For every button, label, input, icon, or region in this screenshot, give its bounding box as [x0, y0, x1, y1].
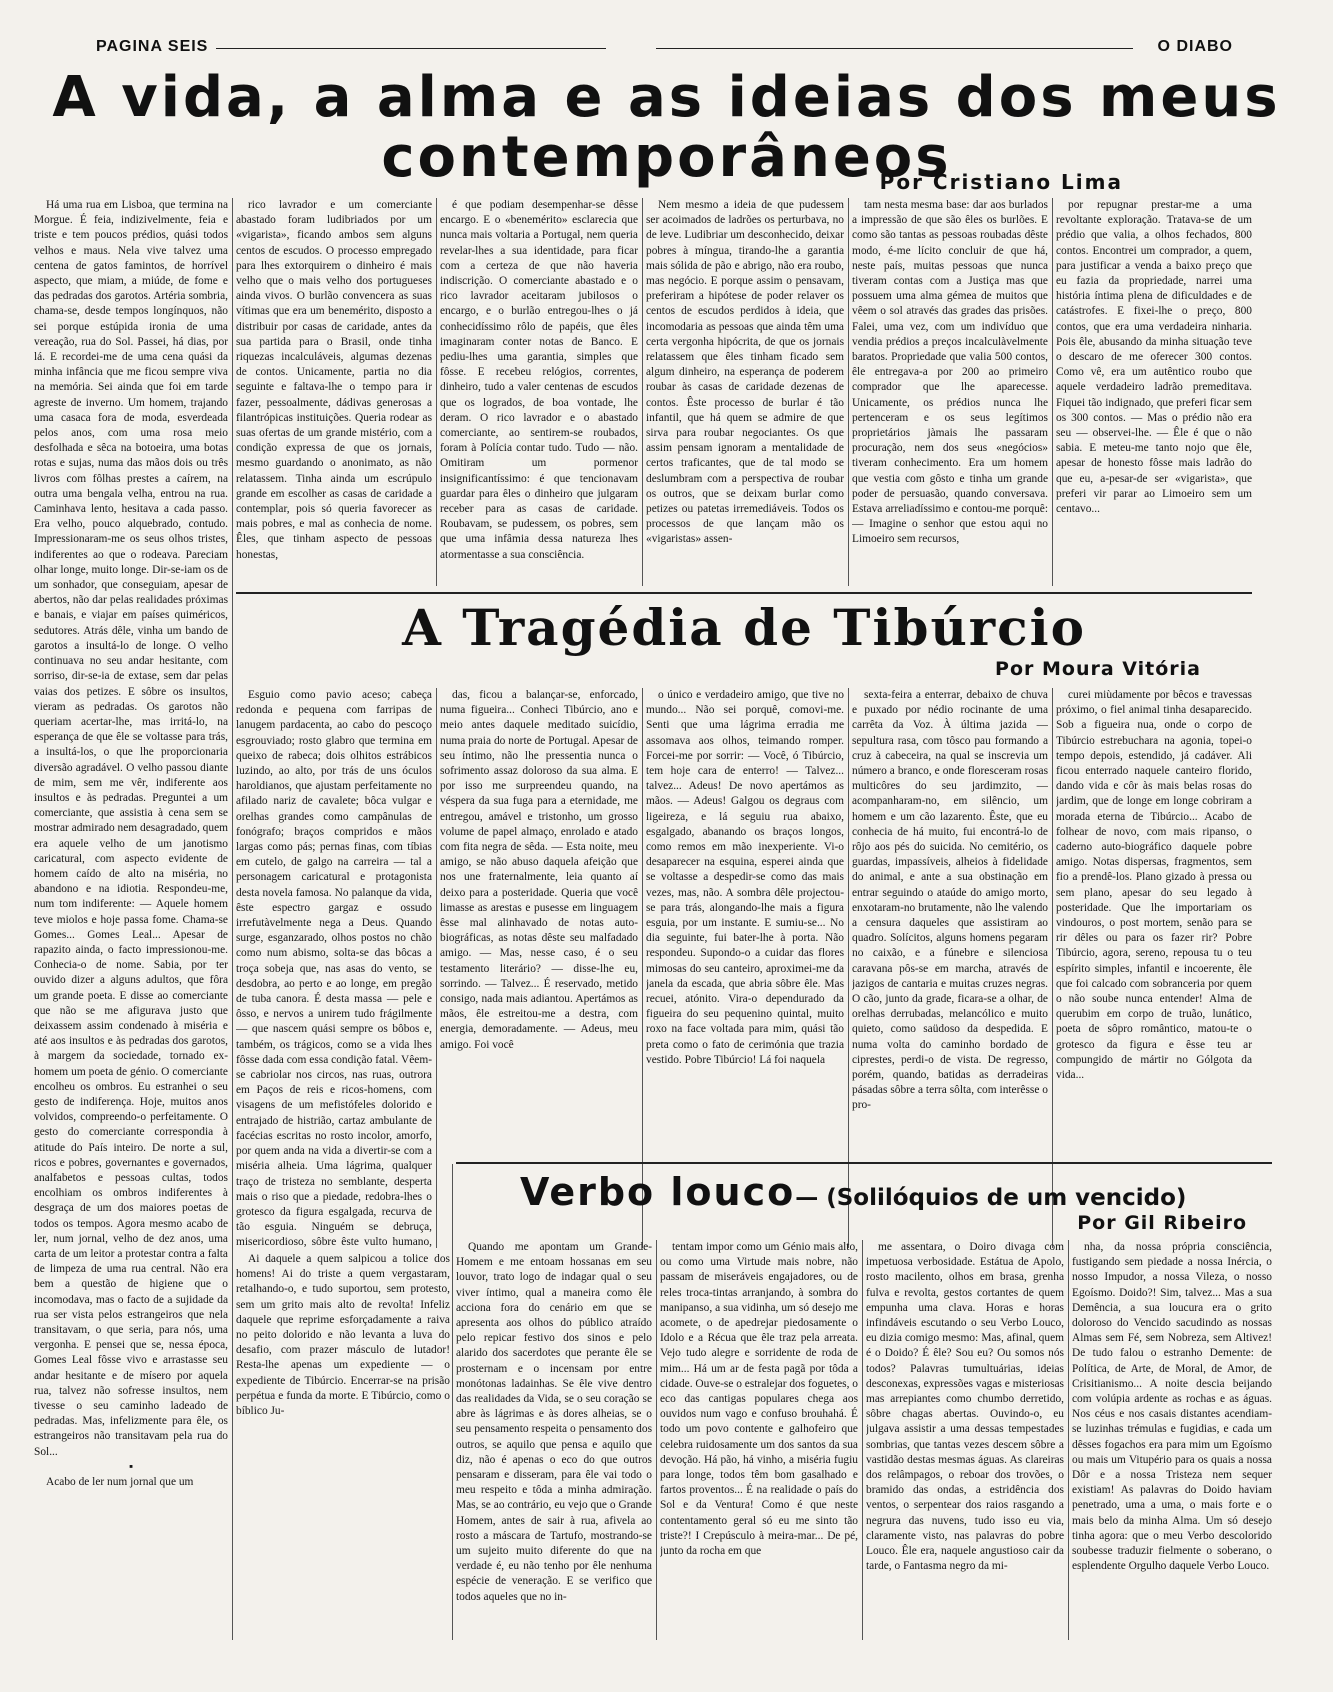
article1-column-4-text: Nem mesmo a ideia de que pudessem ser acoimados de ladrões os perturbava, no de leve. Ludibriar um desconhecido, deixar pobres à míngua, tirando-lhe a garantia mais sólida de pão e abrigo, não era roubo, mas negócio. E porque assim o pensavam, preferiram a hipótese de poder relaver os centos de escudos perdidos à ideia, que incomodaria as pessoas que ainda têm uma certa vergonha hipócrita, de que os jornais relatassem que êles tinham ficado sem algum dinheiro, na esperança de poderem roubar às casas de caridade dezenas de contos. Êste processo de burlar é tão infantil, que há quem se admire de que sirva para roubar negociantes. Os que assim pensam ignoram a mentalidade de certos traficantes, que de tal modo se deslumbram com a perspectiva de roubar os outros, que se deixam burlar como petizes ou patetas irremediáveis. Todos os processos de que lançam mão os «vigaristas» assen- — [646, 199, 844, 546]
section-divider — [236, 592, 1252, 594]
newspaper-name: O DIABO — [1157, 38, 1233, 55]
article1-column-2-text: rico lavrador e um comerciante abastado foram ludibriados por um «vigarista», ficando ambos sem alguns centos de escudos. O processo empregado para lhes extorquirem o dinheiro é mais velho que o mais velho dos portugueses ainda vivos. O burlão convencera as suas vítimas que era um benemérito, disposto a distribuir por casas de caridade, antes da sua partida para o Brasil, onde tinha riquezas incalculáveis, algumas dezenas de contos. Unicamente, partia no dia seguinte e faltava-lhe o tempo para ir fazer, pessoalmente, dádivas generosas a filantrópicas instituições. Queria rodear as suas ofertas de um grande mistério, com a condição expressa de que os jornais, mesmo guardando o anonimato, as não relatassem. Tinha ainda um escrúpulo grande em escolher as casas de caridade a contemplar, pois só queria favorecer as mais pobres, e mal as conhecia de nome. Êles, que tinham aspecto de pessoas honestas, — [236, 199, 432, 561]
article3-column-1-text: Quando me apontam um Grande-Homem e me entoam hossanas em seu louvor, trato logo de indagar qual o seu viver íntimo, qual a maneira como êle acciona fora do cenário em que se apresenta aos olhos do público atraído pelo repicar festivo dos sinos e pelo alarido dos sacerdotes que perante êle se prosternam e o incensam por entre monótonas ladainhas. Se êle vive dentro das realidades da Vida, se o seu coração se abre às lágrimas e às dores alheias, se o seu pensamento respeita o pensamento dos outros, se aquilo que pensa e aquilo que diz, não é apenas o eco do que outros pensaram e disseram, para êle vai todo o meu respeito e tôda a minha admiração. Mas, se ao contrário, eu vejo que o Grande Homem, antes de sair à rua, afivela ao rosto a máscara de Tartufo, mostrando-se um sujeito muito diferente do que na verdade é, eu não tenho por êle nenhuma espécie de veneração. E se verifico que todos aqueles que no in- — [456, 1241, 652, 1603]
article2-continued-text: Ai daquele a quem salpicou a tolice dos homens! Ai do triste a quem vergastaram, retalhando-o, e tudo suportou, sem protesto, sem um grito mais alto de revolta! Infeliz daquele que reprime esforçadamente a raiva no peito dolorido e não levanta a luva do desafio, com prazer másculo de lutador! Resta-lhe apenas um expediente — o expediente de Tibúrcio. Encerrar-se na prisão perpétua e funda da morte. E Tibúrcio, como o bíblico Ju- — [236, 1253, 450, 1418]
article3-column-3 — [866, 1240, 1064, 1640]
article1-column-5 — [852, 198, 1048, 586]
column-rule — [862, 1240, 863, 1640]
article2-column-5 — [1056, 688, 1252, 1248]
article2-byline: Por Moura Vitória — [995, 658, 1201, 680]
article2-column-3 — [646, 688, 844, 1248]
article1-byline: Por Cristiano Lima — [879, 170, 1123, 194]
column-rule — [436, 688, 437, 1248]
article3-subtitle: — (Solilóquios de um vencido) — [795, 1185, 1187, 1211]
section-divider — [456, 1162, 1272, 1164]
column-rule — [656, 1240, 657, 1640]
article3-byline: Por Gil Ribeiro — [1077, 1212, 1247, 1234]
column-rule — [642, 198, 643, 586]
column-rule — [1068, 1240, 1069, 1640]
article1-column-2 — [236, 198, 432, 586]
article2-column-4-text: sexta-feira a enterrar, debaixo de chuva e puxado por nédio rocinante de uma carrêta da Voz. À última jazida — sepultura rasa, com tôsco pau formando a cruz à cabeceira, na qual se inscrevia um número a branco, e onde floresceram rosas multicôres do seu jardimzito, — acompanharam-no, em silêncio, um homem e um cão lazarento. Êste, que eu conhecia de há muito, fui encontrá-lo de rôjo aos pés do suicida. No cemitério, os guardas, impassíveis, alheios à fidelidade do animal, e ante a sua obstinação em entrar seguindo o ataúde do amigo morto, enxotaram-no brutamente, não lhe valendo a censura daqueles que assistiram ao quadro. Solícitos, alguns homens pegaram no caixão, e a fúnebre e silenciosa caravana pôs-se em marcha, através de jazigos de cantaria e muitas cruzes negras. O cão, junto da grade, ficara-se a olhar, de orelhas derrubadas, melancólico e muito quieto, como saüdoso da despedida. E numa volta do caminho bordado de ciprestes, perdi-o de vista. De regresso, porém, quando, batidas as derradeiras pásadas sôbre a terra sôlta, com interêsse o pro- — [852, 689, 1048, 1112]
article2-column-2-text: das, ficou a balançar-se, enforcado, numa figueira... Conheci Tibúrcio, ano e meio antes daquele meditado suicídio, numa praia do norte de Portugal. Apesar de seu íntimo, não lhe pressentia nunca o sofrimento assaz doloroso da sua alma. E por isso me surpreendeu quando, na véspera da sua fuga para a eternidade, me entregou, amável e tristonho, um grosso volume de papel almaço, enrolado e atado com fita negra de sêda. — Esta noite, meu amigo, se não abuso daquela afeição que nos une fraternalmente, leia quanto aí deixo para a posteridade. Queria que você limasse as arestas e pusesse em linguagem êsse mal alinhavado de notas auto-biográficas, as notas dêste seu malfadado amigo. — Mas, nesse caso, é o seu testamento literário? — disse-lhe eu, sorrindo. — Talvez... É reservado, metido consigo, nada mais adiantou. Apertámos as mãos, êle estreitou-me a destra, com energia, demoradamente. — Adeus, meu amigo. Foi você — [440, 689, 638, 1051]
article3-column-1 — [456, 1240, 652, 1640]
article1-column-3-text: é que podiam desempenhar-se dêsse encargo. E o «benemérito» esclarecia que nunca mais voltaria a Portugal, nem queria revelar-lhes a sua identidade, para ficar com a certeza de que não haveria indiscrição. O comerciante abastado e o rico lavrador aceitaram jubilosos o encargo, e o burlão entregou-lhes o já conhecidíssimo rôlo de papéis, que êles imaginaram conter notas de Banco. E pediu-lhes uma garantia, simples que fôsse. E recebeu relógios, correntes, dinheiro, tudo a valer centenas de escudos que os logrados, de boa vontade, lhe deram. O rico lavrador e o abastado comerciante, ao sentirem-se roubados, foram à Polícia contar tudo. Tudo — não. Omitiram um pormenor insignificantíssimo: é que tencionavam guardar para êles o dinheiro que julgaram receber para as casas de caridade. Roubavam, se pudessem, os pobres, sem que uma infâmia dessa natureza lhes atormentasse a sua consciência. — [440, 199, 638, 561]
article3-column-2 — [660, 1240, 858, 1640]
page-label: PAGINA SEIS — [96, 38, 209, 55]
column-rule — [642, 688, 643, 1248]
article2-column-2 — [440, 688, 638, 1248]
column-rule — [436, 198, 437, 586]
article2-column-1-text: Esguio como pavio aceso; cabeça redonda e pequena com farripas de lanugem pardacenta, ao cabo do pescoço esgrouviado; rosto glabro que termina em queixo de rabeca; dois olhitos estrábicos luzindo, ao alto, por trás de uns óculos haroldianos, que ajustam perfeitamente no afilado nariz de cavalete; bôca vulgar e orelhas grandes como campânulas de fonógrafo; braços compridos e mãos largas como pás; pernas finas, com tíbias em cutelo, de galgo na carreira — tal a personagem caricatural e protagonista desta novela famosa. No palanque da vida, êste espectro gargaz e ossudo irrefutàvelmente nega a Deus. Quando surge, esganzarado, olhos postos no chão como num abismo, solta-se das bôcas a troça sobeja que, nas asas do vento, se desdobra, ao perto e ao longe, em pregão de tuba canora. É desta massa — pele e ôsso, e nervos a unirem tudo frágilmente — que nascem quási sempre os bôbos e, também, os trágicos, como se a vida lhes fôsse dada com essa condição fatal. Vêem-se cabriolar nos circos, nas ruas, outrora em Paços de reis e ricos-homens, com visagens de um mefistófeles dolorido e entrajado de histrião, cartaz ambulante de facécias escritas no rosto incolor, amorfo, por quem anda na vida a divertir-se com a miséria alheia. Uma lágrima, qualquer traço de tristeza no semblante, desperta mais o riso que a piedade, redobra-lhes o grotesco da figura esgalgada, recurva de tão esguia. Ninguém se debruça, misericordioso, sôbre êste vulto humano, — [236, 689, 432, 1248]
header-rule-left — [216, 48, 606, 49]
article1-column-1 — [34, 198, 228, 1640]
article2-column-3-text: o único e verdadeiro amigo, que tive no mundo... Não sei porquê, comovi-me. Senti que uma lágrima erradia me assomava aos olhos, teimando romper. Forcei-me por sorrir: — Você, ó Tibúrcio, tem hoje cara de enterro! — Talvez... talvez... Adeus! De novo apertámos as mãos. — Adeus! Galgou os degraus com ligeireza, e lá seguiu rua abaixo, esgalgado, abanando os braços longos, como remos em mão inexperiente. Vi-o desaparecer na esquina, esperei ainda que se voltasse a despedir-se como das mais vezes, mas, não. A sombra dêle projectou-se para trás, alongando-lhe mais a figura esguia, por um instante. E sumiu-se... No dia seguinte, fui bater-lhe à porta. Não respondeu. Supondo-o a cuidar das flores mimosas do seu canteiro, aproximei-me da janela da escada, que abria sôbre êle. Mas recuei, atónito. Vira-o dependurado da figueira do seu pequenino quintal, muito roxo na face voltada para mim, quási tão preta como o fato de cerimónia que trazia vestido. Pobre Tibúrcio! Lá foi naquela — [646, 689, 844, 1066]
article3-column-4 — [1072, 1240, 1272, 1640]
article1-column-6 — [1056, 198, 1252, 586]
article1-headline: A vida, a alma e as ideias dos meus contemporâneos — [52, 65, 1281, 190]
bullet-ornament: ▪ — [128, 1460, 134, 1473]
column-rule — [848, 198, 849, 586]
column-rule — [452, 1164, 453, 1640]
article2-column-1-continued — [236, 1252, 450, 1640]
article3-column-4-text: nha, da nossa própria consciência, fustigando sem piedade a nossa Inércia, o nosso Impudor, a nossa Vileza, o nosso Egoísmo. Doido?! Sim, talvez... Mas a sua Demência, a sua loucura era o grito doloroso do Vencido sacudindo as nossas Almas sem Fé, sem Nobreza, sem Altivez! De tudo falou o estranho Demente: de Política, de Arte, de Moral, de Amor, de Crisitianismo... A noite descia beijando com volúpia ardente as rochas e as águas. Nos céus e nos casais distantes acendiam-se luzinhas trémulas e fugidias, e cada um dêsses fogachos era para mim um Egoísmo ou mais um Vitupério para os quais a nossa Dôr e a nossa Tristeza nem sequer existiam! As palavras do Doido haviam penetrado, uma a uma, o mais forte e o mais belo da minha Alma. Um só desejo tinha agora: que o meu Verbo descolorido soubesse traduzir fielmente o soberano, o esplendente Orgulho daquele Verbo Louco. — [1072, 1241, 1272, 1573]
article3-column-2-text: tentam impor como um Génio mais alto, ou como uma Virtude mais nobre, não passam de miseráveis engajadores, ou de reles troca-tintas arranjando, à sombra do manipanso, a sua vidinha, um só desejo me acomete, o de apedrejar piedosamente o Idolo e a Récua que êle traz pela arreata. Vejo tudo alegre e sorridente de roda de mim... Há um ar de festa pagã por tôda a cidade. Ouve-se o estralejar dos foguetes, o eco das cantigas populares chega aos ouvidos num vago e confuso brouhahá. É todo um povo contente e galhofeiro que celebra ruidosamente um dos santos da sua devoção. Há pão, há vinho, a miséria fugiu para longe, todos têm bom gasalhado e fartos proventos... É na realidade o país do Sol e da Ventura! Como é que neste contentamento geral só eu me sinto tão triste?! I Crepúsculo à meira-mar... De pé, junto da rocha em que — [660, 1241, 858, 1558]
article2-column-4 — [852, 688, 1048, 1248]
article1-column-1-tail: Acabo de ler num jornal que um — [46, 1476, 194, 1489]
article1-column-4 — [646, 198, 844, 586]
column-rule — [848, 688, 849, 1248]
column-rule — [232, 198, 233, 1640]
running-header — [96, 38, 1233, 60]
column-rule — [1052, 198, 1053, 586]
column-rule — [1052, 688, 1053, 1248]
article1-column-5-text: tam nesta mesma base: dar aos burlados a impressão de que são êles os burlões. E como são tantas as pessoas roubadas dêste modo, é-me lícito concluir de que há, neste país, muitas pessoas que nunca tiveram contas com a Justiça mas que possuem uma alma gémea de muitos que vêem o sol através das grades das prisões. Falei, uma vez, com um indivíduo que vendia prédios a preços incalculàvelmente baratos. Propriedade que valia 500 contos, êle entregava-a por 200 ao primeiro comprador que lhe aparecesse. Unicamente, os prédios nunca lhe pertenceram e os seus legítimos proprietários jàmais lhe passaram procuração, nem dos seus «negócios» tiveram conhecimento. Era um homem que vestia com gôsto e tinha um grande poder de persuasão, quando conversava. Estava arreliadíssimo e contou-me porquê: — Imagine o senhor que estou aqui no Limoeiro sem recursos, — [852, 199, 1048, 546]
article2-column-5-text: curei miùdamente por bêcos e travessas próximo, o fiel animal tinha desaparecido. Sob a figueira nua, onde o corpo de Tibúrcio estrebuchara na agonia, topei-o tempo depois, estendido, já cadáver. Ali ficou enterrado naquele canteiro florido, dando vida e côr às mais belas rosas do jardim, que de longe em longe cobriram a morada eterna de Tibúrcio... Acabo de folhear de novo, com mais ripanso, o caderno auto-biográfico daquele pobre amigo. Notas dispersas, fragmentos, sem fio a prendê-los. Plano gizado à pressa ou sem plano, apesar do seu legado à posteridade. Que lhe importariam os vindouros, o post mortem, senão para se rir dêles ou para os fazer rir? Pobre Tibúrcio, agora, sereno, repousa tu o teu espírito simples, infantil e incoerente, êle que foi calcado com sobranceria por quem o não soube nunca entender! Alma de querubim em corpo de truão, lunático, poeta de sôpro romântico, matou-te o grotesco da figura e êsse teu ar compungido de mártir no Gólgota da vida... — [1056, 689, 1252, 1082]
article2-headline: A Tragédia de Tibúrcio — [402, 598, 1086, 657]
article3-column-3-text: me assentara, o Doiro divaga com impetuosa verbosidade. Estátua de Apolo, rosto macilento, olhos em brasa, grenha fulva e revolta, gestos cortantes de quem empunha uma clava. Horas e horas infindáveis escutando o seu Verbo Louco, eu dizia comigo mesmo: Mas, afinal, quem é o Doido? É êle? Sou eu? Ou somos nós todos? Palavras tumultuárias, ideias desconexas, expressões vagas e misteriosas mas arrepiantes como chumbo derretido, sôbre chagas abertas. Ouvindo-o, eu julgava assistir a uma dessas tempestades sombrias, que tantas vezes descem sôbre a vastidão destas mesmas águas. As clareiras dos relâmpagos, o reboar dos trovões, o bramido das ondas, a estridência dos ventos, o serpentear dos raios rasgando a negrura das nuvens, tudo isso eu via, claramente visto, nas palavras do pobre Louco. Êle era, naquele angustioso cair da tarde, o Fantasma negro da mi- — [866, 1241, 1064, 1573]
article1-column-6-text: por repugnar prestar-me a uma revoltante exploração. Tratava-se de um prédio que valia, a olhos fechados, 800 contos. Encontrei um comprador, a quem, para justificar a venda a baixo preço que eu fazia da propriedade, narrei uma história íntima plena de dificuldades e de catástrofes. E fixei-lhe o preço, 800 contos, que era uma verdadeira ninharia. Pois êle, abusando da minha situação teve o descaro de me oferecer 300 contos. Como vê, era um autêntico roubo que aquele verdadeiro ladrão premeditava. Fiquei tão indignado, que preferi ficar sem os 300 contos. — Mas o prédio não era seu — observei-lhe. — Êle é que o não sabia. E meteu-me tanto nojo que êle, apesar de honesto fôsse mais ladrão do que eu, a-pesar-de ser «vigarista», que preferi vir parar ao Limoeiro sem um centavo... — [1056, 199, 1252, 516]
article1-column-3 — [440, 198, 638, 586]
article2-column-1 — [236, 688, 432, 1248]
article1-column-1-text: Há uma rua em Lisboa, que termina na Morgue. É feia, indizivelmente, feia e triste e tem poucos prédios, quási todos velhos e maus. Nela vive talvez uma centena de gatos famintos, de horrível aspecto, que miam, a miúde, de fome e das pedradas dos garotos. Artéria sombria, chama-se, desde tempos longínquos, não sei porque estúpida ironia de uma vereação, rua do Sol. Passei, há dias, por lá. E recordei-me de uma cena quási da minha infância que me ficou sempre viva na memória. Sei ainda que foi em tarde agreste de inverno. Um homem, trajando uma casaca fora de moda, esverdeada pelos anos, com uma rosa meio desfolhada e sêca na botoeira, uma botas rotas e sujas, numa das mãos dois ou três livros com fôlhas prestes a caírem, na outra uma bengala velha, entrou na rua. Caminhava lento, hesitava a cada passo. Era velho, pouco alquebrado, contudo. Impressionaram-me os seus olhos tristes, indiferentes ao que o rodeava. Pareciam olhar longe, muito longe. Dir-se-iam os de um sonhador, que conseguiam, apesar de abertos, não dar pelas realidades próximas e banais, e viajar em países quiméricos, sedutores. Atrás dêle, vinha um bando de garotos a insultá-lo de longe. O velho continuava no seu andar hesitante, com sorriso, dir-se-ia de extase, sem dar pelas vaias dos petizes. E sôbre os insultos, vieram as pedradas. Os garotos não queriam acertar-lhe, mas irritá-lo, na esperança de que êle se voltasse para trás, a insultá-los, o que lhe proporcionaria diversão agradável. O velho passou diante de mim, sem me vêr, indiferente aos insultos e às pedradas. Preguntei a um comerciante, que assistia à cena sem se mostrar admirado nem desagradado, quem era aquele velho de um janotismo caricatural, com aspecto evidente de homem caído de alto na miséria, no abandono e na idiotia. Respondeu-me, num tom indiferente: — Aquele homem teve miolos e hoje passa fome. Chama-se Gomes... Gomes Leal... Apesar de rapazito ainda, o facto impressionou-me. Conhecia-o de nome. Sabia, por ter ouvido dizer a alguns adultos, que fôra um grande poeta. E disse ao comerciante que não se me afigurava justo que deixassem assim condenado à miséria e até aos insultos e às pedradas dos garotos, à margem da sociedade, tornado ex-homem um poeta de génio. O comerciante encolheu os ombros. Eu estranhei o seu gesto de indiferença. Hoje, muitos anos volvidos, compreendo-o perfeitamente. O gesto do comerciante correspondia à atitude do País inteiro. De norte a sul, ricos e pobres, governantes e governados, analfabetos e pessoas cultas, todos encolhiam os ombros indiferentes à desgraça de um dos maiores poetas de todos os tempos. Agora mesmo acabo de ler, num jornal, velho de dez anos, uma carta de um leitor a protestar contra a falta de limpeza de uma rua central. Não era bem a questão de higiene que o incomodava, mas o facto de a sujidade da rua ser vista pelos estrangeiros que nela transitavam, o que seria, para nós, uma vergonha. E pensei que se, nessa época, Gomes Leal fôsse vivo e arrastasse seu andar hesitante e de mísero por aquela rua, talvez não sofresse insultos, nem tivesse o seu caminho ladeado de pedradas. Mas, infelizmente para êle, os estrangeiros não transitavam pela rua do Sol... — [34, 199, 228, 1458]
article3-title: Verbo louco — [520, 1170, 796, 1214]
header-rule-right — [656, 48, 1133, 49]
